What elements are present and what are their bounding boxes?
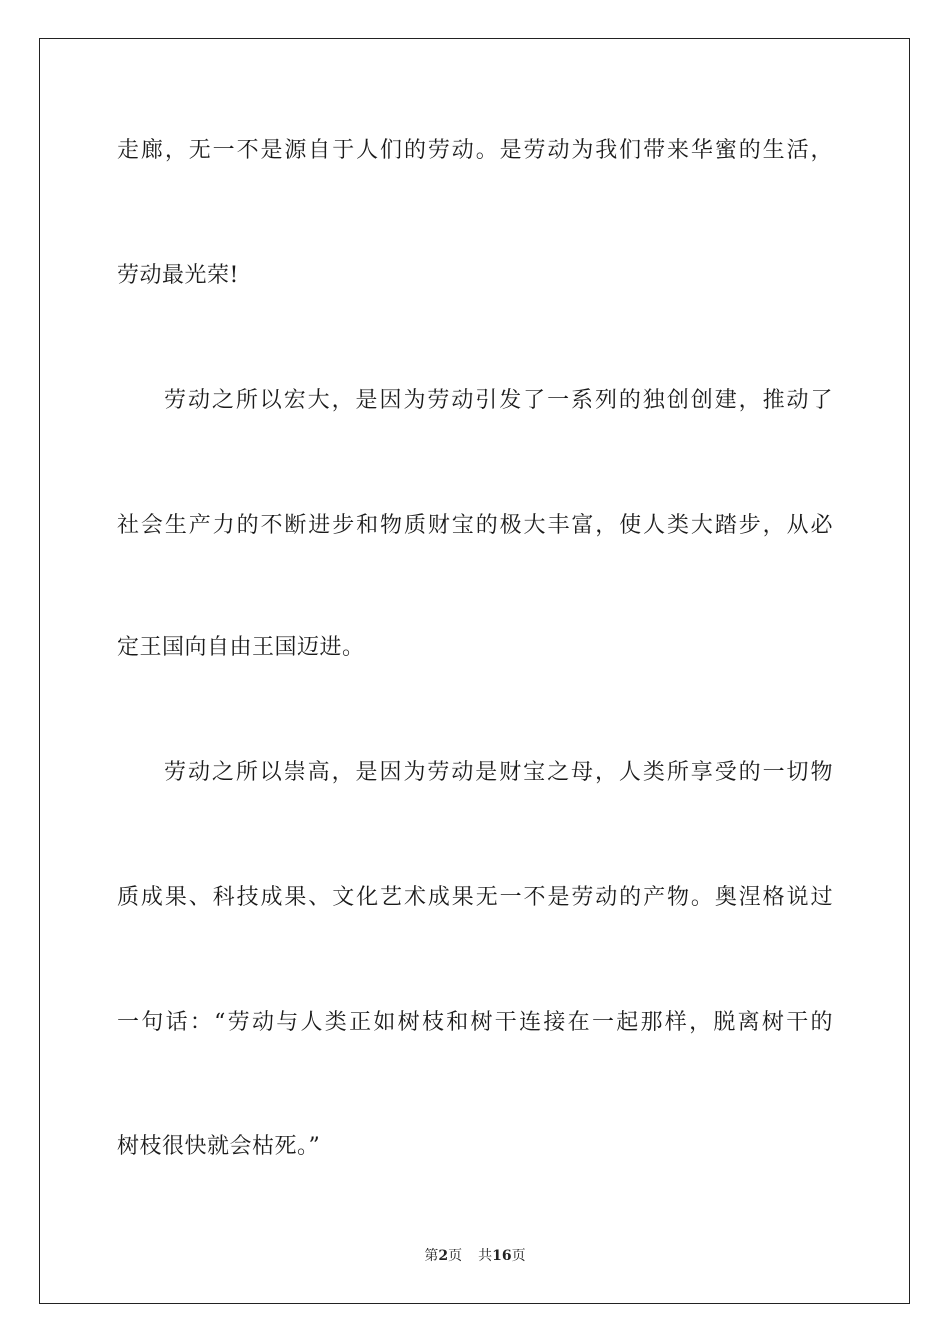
text-line: 劳动最光荣! xyxy=(117,263,239,288)
page-suffix: 页 xyxy=(448,1248,463,1264)
total-pages: 16 xyxy=(492,1248,512,1264)
text-line: 树枝很快就会枯死。” xyxy=(117,1134,321,1159)
text-line: 劳动之所以宏大，是因为劳动引发了一系列的独创创建，推动了 xyxy=(164,388,833,413)
text-line: 社会生产力的不断进步和物质财宝的极大丰富，使人类大踏步，从必 xyxy=(117,513,833,538)
page-footer xyxy=(0,1247,950,1265)
text-line: 定王国向自由王国迈进。 xyxy=(117,635,365,660)
text-line: 一句话：“劳动与人类正如树枝和树干连接在一起那样，脱离树干的 xyxy=(117,1010,833,1035)
page-border xyxy=(39,38,910,1304)
total-prefix: 共 xyxy=(478,1248,493,1264)
text-line: 走廊，无一不是源自于人们的劳动。是劳动为我们带来华蜜的生活， xyxy=(117,138,833,163)
text-line: 劳动之所以崇高，是因为劳动是财宝之母，人类所享受的一切物 xyxy=(164,760,833,785)
total-suffix: 页 xyxy=(511,1248,526,1264)
text-line: 质成果、科技成果、文化艺术成果无一不是劳动的产物。奥涅格说过 xyxy=(117,885,833,910)
page-prefix: 第 xyxy=(424,1248,439,1264)
page-number: 2 xyxy=(438,1248,449,1264)
